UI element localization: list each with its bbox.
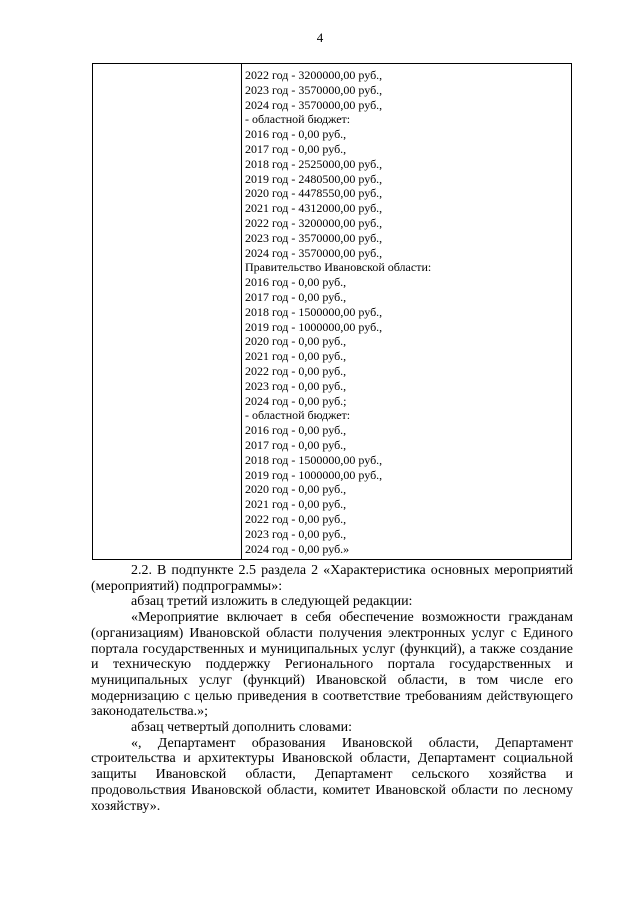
funding-line: 2021 год - 4312000,00 руб., — [245, 201, 383, 216]
funding-line: 2016 год - 0,00 руб., — [245, 423, 347, 438]
funding-line: 2020 год - 0,00 руб., — [245, 482, 347, 497]
funding-line: 2023 год - 0,00 руб., — [245, 378, 347, 393]
funding-line: 2018 год - 2525000,00 руб., — [245, 156, 383, 171]
funding-line: 2024 год - 0,00 руб.» — [245, 541, 350, 556]
paragraph-new-text: «Мероприятие включает в себя обеспечение возможности гражданам (организациям) Ивановской области получения электронных услуг с Единого портала государственных и муниципальных услуг (функций), а также создание и техническую поддержку Регионального портала государственных и муниципальных услуг (функций) Ивановской области, в том числе его модернизацию с целью приведения в соответствие требованиям действующего законодательства.»; — [91, 610, 573, 720]
funding-line: 2017 год - 0,00 руб., — [245, 141, 347, 156]
funding-line: 2021 год - 0,00 руб., — [245, 349, 347, 364]
funding-line: 2016 год - 0,00 руб., — [245, 127, 347, 142]
funding-line: 2021 год - 0,00 руб., — [245, 497, 347, 512]
funding-line: - областной бюджет: — [245, 408, 351, 423]
funding-table — [92, 63, 572, 560]
funding-line: 2018 год - 1500000,00 руб., — [245, 452, 383, 467]
column-divider — [241, 64, 242, 559]
funding-line: 2024 год - 3570000,00 руб., — [245, 97, 383, 112]
funding-line: 2019 год - 1000000,00 руб., — [245, 467, 383, 482]
funding-line: 2023 год - 0,00 руб., — [245, 526, 347, 541]
paragraph-added-words: «, Департамент образования Ивановской области, Департамент строительства и архитектуры Ивановской области, Департамент социальной защиты Ивановской области, Департамент сельского хозяйства и продовольствия Ивановской области, комитет Ивановской области по лесному хозяйству». — [91, 735, 573, 814]
funding-line: 2022 год - 0,00 руб., — [245, 363, 347, 378]
funding-line: 2016 год - 0,00 руб., — [245, 275, 347, 290]
funding-line: 2019 год - 2480500,00 руб., — [245, 171, 383, 186]
funding-line: Правительство Ивановской области: — [245, 260, 432, 275]
document-body — [91, 563, 573, 814]
funding-line: 2022 год - 0,00 руб., — [245, 511, 347, 526]
funding-line: 2022 год - 3200000,00 руб., — [245, 68, 383, 82]
paragraph-instruction-fourth: абзац четвертый дополнить словами: — [131, 720, 353, 736]
funding-line: 2017 год - 0,00 руб., — [245, 289, 347, 304]
funding-line: 2022 год - 3200000,00 руб., — [245, 215, 383, 230]
funding-line: 2024 год - 0,00 руб.; — [245, 393, 347, 408]
paragraph-instruction-third: абзац третий изложить в следующей редакции: — [131, 594, 413, 610]
funding-line: 2017 год - 0,00 руб., — [245, 437, 347, 452]
paragraph-subsection-title: 2.2. В подпункте 2.5 раздела 2 «Характеристика основных мероприятий (мероприятий) подпрограммы»: — [91, 563, 573, 594]
funding-line: - областной бюджет: — [245, 112, 351, 127]
funding-line: 2019 год - 1000000,00 руб., — [245, 319, 383, 334]
funding-cell — [245, 68, 567, 556]
funding-line: 2023 год - 3570000,00 руб., — [245, 230, 383, 245]
funding-line: 2018 год - 1500000,00 руб., — [245, 304, 383, 319]
funding-line: 2023 год - 3570000,00 руб., — [245, 82, 383, 97]
funding-line: 2020 год - 4478550,00 руб., — [245, 186, 383, 201]
funding-line: 2020 год - 0,00 руб., — [245, 334, 347, 349]
page-number: 4 — [316, 30, 324, 45]
funding-line: 2024 год - 3570000,00 руб., — [245, 245, 383, 260]
